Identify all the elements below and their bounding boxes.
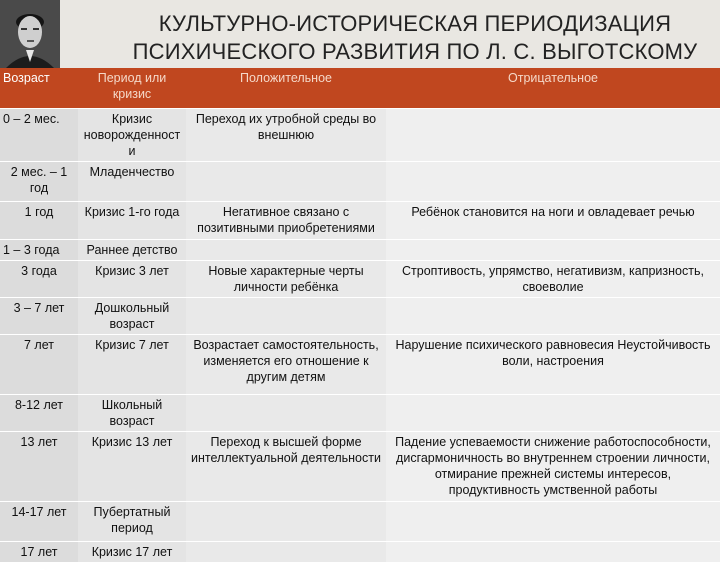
cell-period: Кризис 3 лет: [78, 260, 186, 297]
cell-negative: Падение успеваемости снижение работоспособности, дисгармоничность во внутреннем строении личности, отмирание прежней системы интересов, продуктивность умственной работы: [386, 431, 720, 501]
cell-period: Кризис 1-го года: [78, 201, 186, 239]
table-row: [0, 541, 720, 562]
cell-negative: Ребёнок становится на ноги и овладевает речью: [386, 201, 720, 239]
periodization-table: [0, 68, 720, 563]
cell-period: Кризис новорожденност и: [78, 108, 186, 161]
cell-age: 3 года: [0, 260, 78, 297]
cell-age: 3 – 7 лет: [0, 297, 78, 334]
cell-positive: [186, 161, 386, 201]
header-period: Период или кризис: [78, 68, 186, 108]
cell-negative: [386, 108, 720, 161]
cell-period: Кризис 7 лет: [78, 334, 186, 394]
table-row: [0, 394, 720, 431]
cell-positive: Новые характерные черты личности ребёнка: [186, 260, 386, 297]
cell-age: 0 – 2 мес.: [0, 108, 78, 161]
table-row: [0, 108, 720, 161]
cell-negative: [386, 297, 720, 334]
cell-positive: [186, 394, 386, 431]
portrait-photo: [0, 0, 60, 68]
cell-positive: Переход к высшей форме интеллектуальной деятельности: [186, 431, 386, 501]
table-row: [0, 431, 720, 501]
cell-negative: Строптивость, упрямство, негативизм, капризность, своеволие: [386, 260, 720, 297]
cell-negative: [386, 394, 720, 431]
cell-period: Пубертатный период: [78, 501, 186, 541]
cell-positive: Негативное связано с позитивными приобретениями: [186, 201, 386, 239]
cell-age: 2 мес. – 1 год: [0, 161, 78, 201]
cell-negative: [386, 239, 720, 260]
cell-age: 13 лет: [0, 431, 78, 501]
cell-negative: [386, 161, 720, 201]
cell-age: 8-12 лет: [0, 394, 78, 431]
cell-period: Раннее детство: [78, 239, 186, 260]
cell-age: 14-17 лет: [0, 501, 78, 541]
header-negative: Отрицательное: [386, 68, 720, 108]
cell-negative: [386, 501, 720, 541]
table-header-row: [0, 68, 720, 108]
table-row: [0, 239, 720, 260]
cell-positive: [186, 541, 386, 562]
cell-positive: [186, 239, 386, 260]
title-line-1: КУЛЬТУРНО-ИСТОРИЧЕСКАЯ ПЕРИОДИЗАЦИЯ: [158, 11, 672, 36]
cell-positive: [186, 501, 386, 541]
cell-negative: Нарушение психического равновесия Неустойчивость воли, настроения: [386, 334, 720, 394]
cell-age: 17 лет: [0, 541, 78, 562]
table-row: [0, 334, 720, 394]
table-row: [0, 201, 720, 239]
cell-positive: Переход их утробной среды во внешнюю: [186, 108, 386, 161]
table-row: [0, 501, 720, 541]
cell-age: 7 лет: [0, 334, 78, 394]
table-row: [0, 260, 720, 297]
cell-age: 1 – 3 года: [0, 239, 78, 260]
cell-positive: [186, 297, 386, 334]
portrait-icon: [0, 0, 60, 68]
page-title: [110, 10, 720, 66]
header-age: Возраст: [0, 68, 78, 108]
cell-age: 1 год: [0, 201, 78, 239]
cell-period: Кризис 17 лет: [78, 541, 186, 562]
cell-period: Школьный возраст: [78, 394, 186, 431]
cell-period: Дошкольный возраст: [78, 297, 186, 334]
table-row: [0, 297, 720, 334]
title-line-2: ПСИХИЧЕСКОГО РАЗВИТИЯ ПО Л. С. ВЫГОТСКОМУ: [132, 39, 698, 64]
cell-period: Младенчество: [78, 161, 186, 201]
table-row: [0, 161, 720, 201]
header-positive: Положительное: [186, 68, 386, 108]
cell-period: Кризис 13 лет: [78, 431, 186, 501]
cell-negative: [386, 541, 720, 562]
cell-positive: Возрастает самостоятельность, изменяется его отношение к другим детям: [186, 334, 386, 394]
